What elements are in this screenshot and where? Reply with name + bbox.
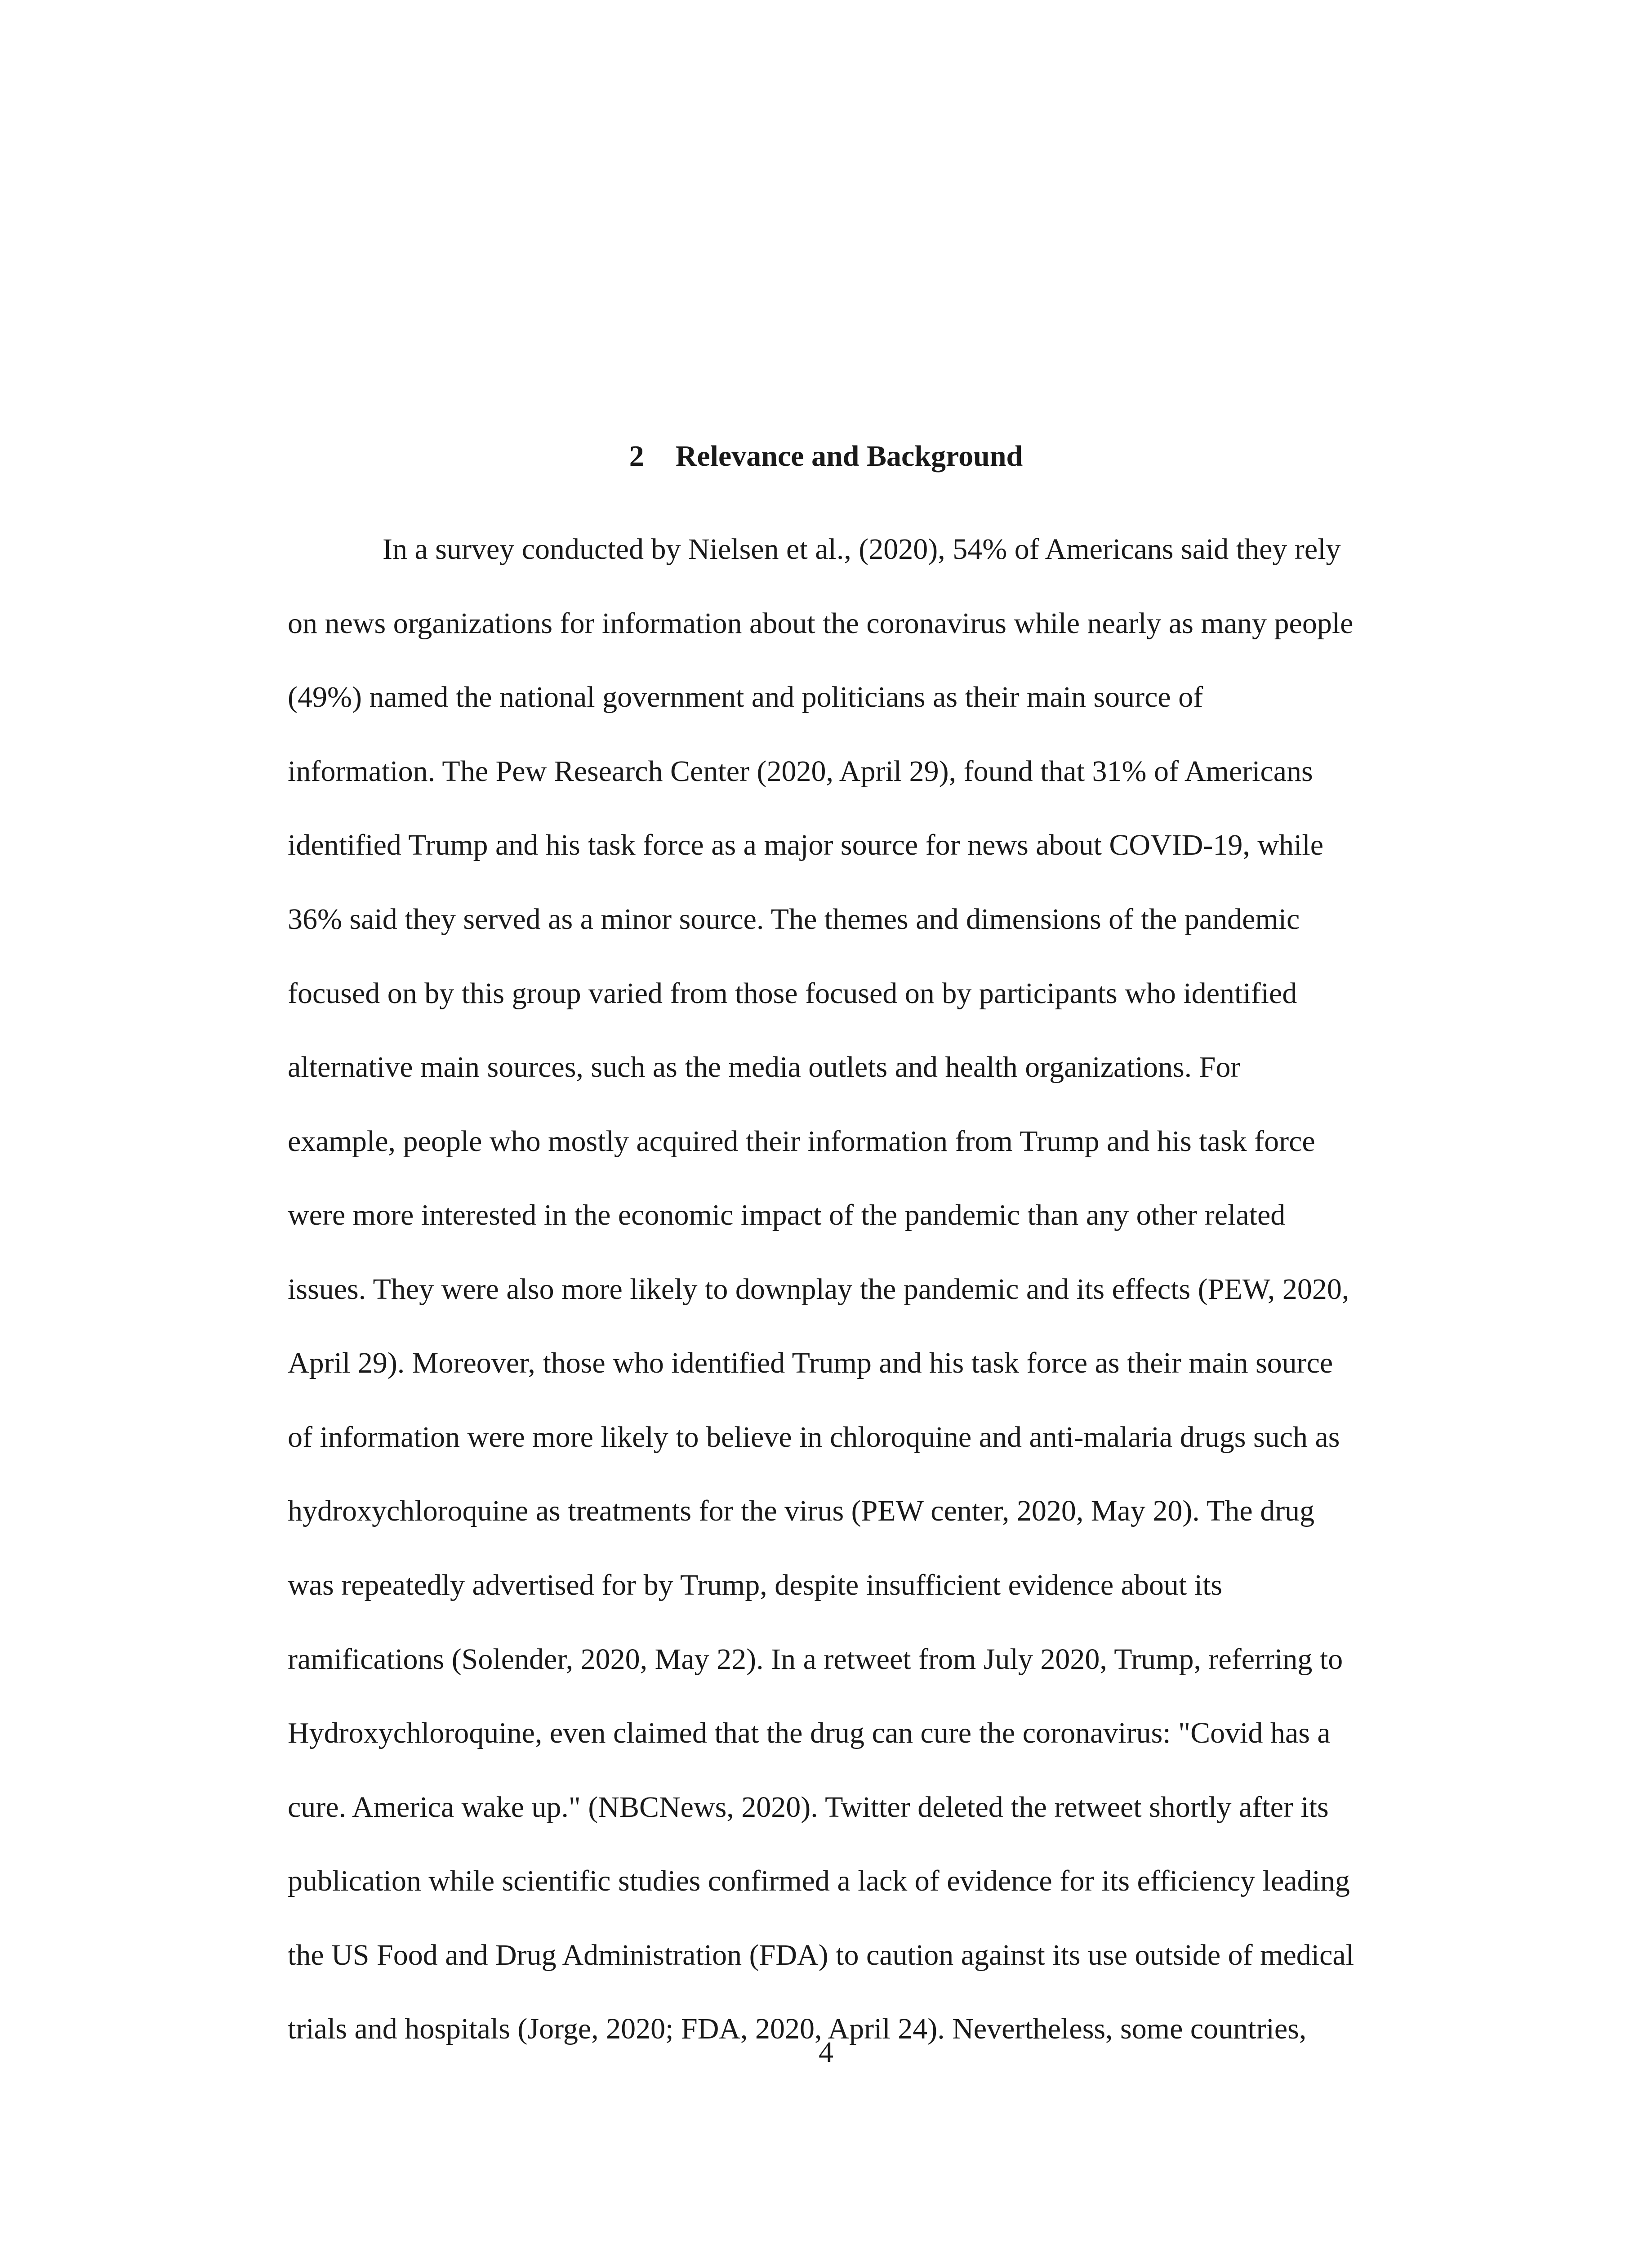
body-line: on news organizations for information about the coronavirus while nearly as many people — [288, 607, 1354, 640]
body-line: 36% said they served as a minor source. The themes and dimensions of the pandemic — [288, 903, 1300, 936]
body-line: trials and hospitals (Jorge, 2020; FDA, 2020, April 24). Nevertheless, some countries, — [288, 2012, 1307, 2045]
section-heading — [0, 438, 1652, 474]
body-line: were more interested in the economic impact of the pandemic than any other related — [288, 1199, 1286, 1231]
body-line: April 29). Moreover, those who identified Trump and his task force as their main source — [288, 1347, 1333, 1379]
body-line: example, people who mostly acquired their information from Trump and his task force — [288, 1125, 1315, 1158]
body-line: information. The Pew Research Center (2020, April 29), found that 31% of Americans — [288, 755, 1313, 788]
body-line: issues. They were also more likely to downplay the pandemic and its effects (PEW, 2020, — [288, 1273, 1349, 1306]
body-line: focused on by this group varied from those focused on by participants who identified — [288, 977, 1297, 1010]
body-line: Hydroxychloroquine, even claimed that the drug can cure the coronavirus: "Covid has a — [288, 1717, 1331, 1749]
body-line: cure. America wake up." (NBCNews, 2020). Twitter deleted the retweet shortly after its — [288, 1791, 1329, 1824]
section-number: 2 — [629, 440, 644, 473]
body-line: of information were more likely to believe in chloroquine and anti-malaria drugs such as — [288, 1421, 1340, 1454]
body-line: was repeatedly advertised for by Trump, despite insufficient evidence about its — [288, 1569, 1223, 1601]
body-line: In a survey conducted by Nielsen et al., (2020), 54% of Americans said they rely — [383, 533, 1341, 566]
body-line: publication while scientific studies confirmed a lack of evidence for its efficiency leading — [288, 1864, 1350, 1897]
body-line: alternative main sources, such as the media outlets and health organizations. For — [288, 1051, 1241, 1084]
page-number: 4 — [819, 2036, 833, 2069]
section-title: Relevance and Background — [675, 440, 1023, 473]
body-line: ramifications (Solender, 2020, May 22). In a retweet from July 2020, Trump, referring to — [288, 1643, 1343, 1676]
body-line: hydroxychloroquine as treatments for the virus (PEW center, 2020, May 20). The drug — [288, 1494, 1315, 1527]
body-line: identified Trump and his task force as a major source for news about COVID-19, while — [288, 829, 1324, 861]
body-line: the US Food and Drug Administration (FDA) to caution against its use outside of medical — [288, 1939, 1354, 1971]
body-line: (49%) named the national government and politicians as their main source of — [288, 681, 1203, 714]
